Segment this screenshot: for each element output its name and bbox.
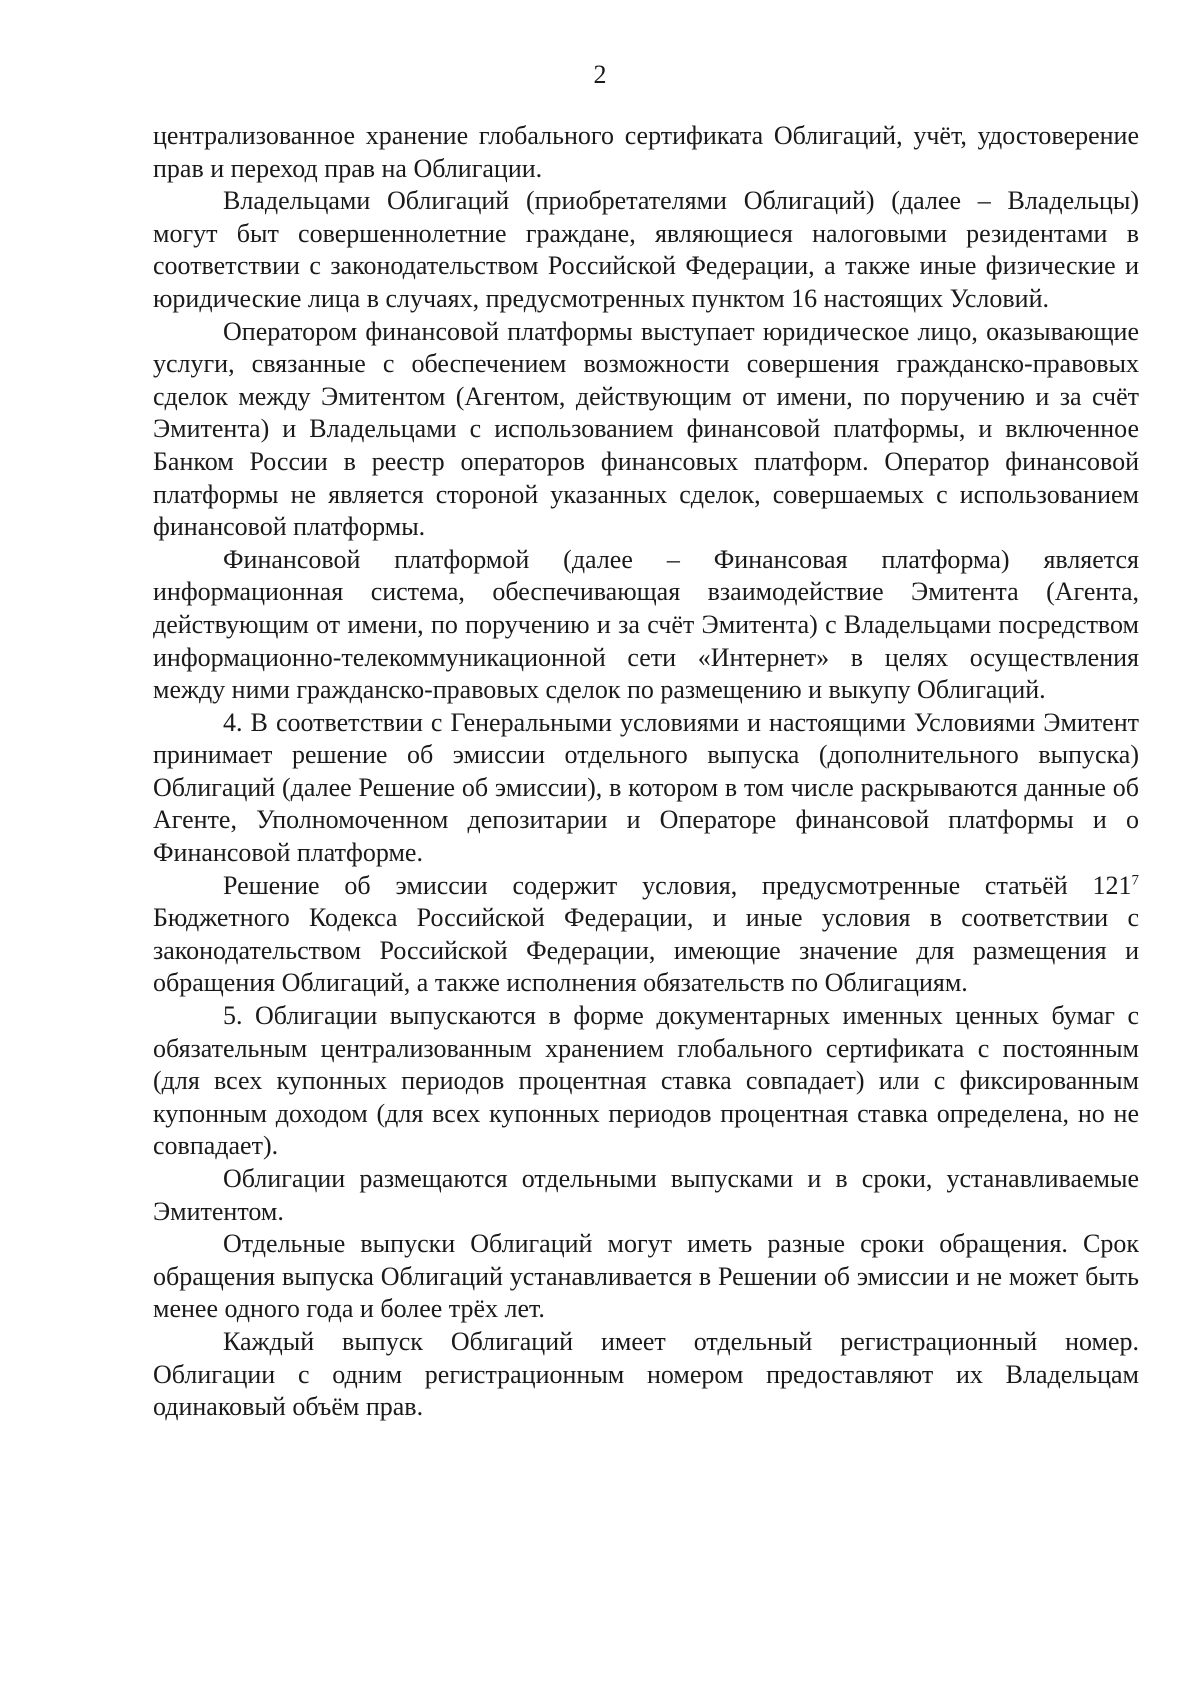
- emission-text-after: Бюджетного Кодекса Российской Федерации, и иные условия в соответствии с законодательством Российской Федерации, имеющие значение для размещения и обращения Облигаций, а также исполнения обязательств по Облигациям.: [153, 903, 1139, 998]
- paragraph-registration-number: Каждый выпуск Облигаций имеет отдельный регистрационный номер. Облигации с одним регистрационным номером предоставляют их Владельцам одинаковый объём прав.: [153, 1326, 1139, 1422]
- emission-text-before: Решение об эмиссии содержит условия, предусмотренные статьёй 121: [223, 870, 1132, 900]
- paragraph-item-5: 5. Облигации выпускаются в форме документарных именных ценных бумаг с обязательным централизованным хранением глобального сертификата с постоянным (для всех купонных периодов процентная ставка совпадает) или с фиксированным купонным доходом (для всех купонных периодов процентная ставка определена, но не совпадает).: [153, 1001, 1139, 1161]
- paragraph-item-4: 4. В соответствии с Генеральными условиями и настоящими Условиями Эмитент принимает решение об эмиссии отдельного выпуска (дополнительного выпуска) Облигаций (далее Решение об эмиссии), в котором в том числе раскрываются данные об Агенте, Уполномоченном депозитарии и Операторе финансовой платформы и о Финансовой платформе.: [153, 707, 1139, 868]
- document-body: [153, 120, 1139, 1424]
- article-superscript: 7: [1131, 872, 1139, 888]
- paragraph-owners: Владельцами Облигаций (приобретателями Облигаций) (далее – Владельцы) могут быт совершеннолетние граждане, являющиеся налоговыми резидентами в соответствии с законодательством Российской Федерации, а также иные физические и юридические лица в случаях, предусмотренных пунктом 16 настоящих Условий.: [153, 186, 1139, 313]
- paragraph-emission-decision: [153, 870, 1139, 1000]
- paragraph-continuation: централизованное хранение глобального сертификата Облигаций, учёт, удостоверение прав и переход прав на Облигации.: [153, 121, 1139, 183]
- paragraph-platform-operator: Оператором финансовой платформы выступает юридическое лицо, оказывающие услуги, связанные с обеспечением возможности совершения гражданско-правовых сделок между Эмитентом (Агентом, действующим от имени, по поручению и за счёт Эмитента) и Владельцами с использованием финансовой платформы, и включенное Банком России в реестр операторов финансовых платформ. Оператор финансовой платформы не является стороной указанных сделок, совершаемых с использованием финансовой платформы.: [153, 316, 1139, 542]
- paragraph-terms: Отдельные выпуски Облигаций могут иметь разные сроки обращения. Срок обращения выпуска Облигаций устанавливается в Решении об эмиссии и не может быть менее одного года и более трёх лет.: [153, 1229, 1139, 1324]
- paragraph-financial-platform: Финансовой платформой (далее – Финансовая платформа) является информационная система, обеспечивающая взаимодействие Эмитента (Агента, действующим от имени, по поручению и за счёт Эмитента) с Владельцами посредством информационно-телекоммуникационной сети «Интернет» в целях осуществления между ними гражданско-правовых сделок по размещению и выкупу Облигаций.: [153, 544, 1139, 705]
- page-number: 2: [593, 60, 607, 89]
- paragraph-issues: Облигации размещаются отдельными выпусками и в сроки, устанавливаемые Эмитентом.: [153, 1164, 1139, 1226]
